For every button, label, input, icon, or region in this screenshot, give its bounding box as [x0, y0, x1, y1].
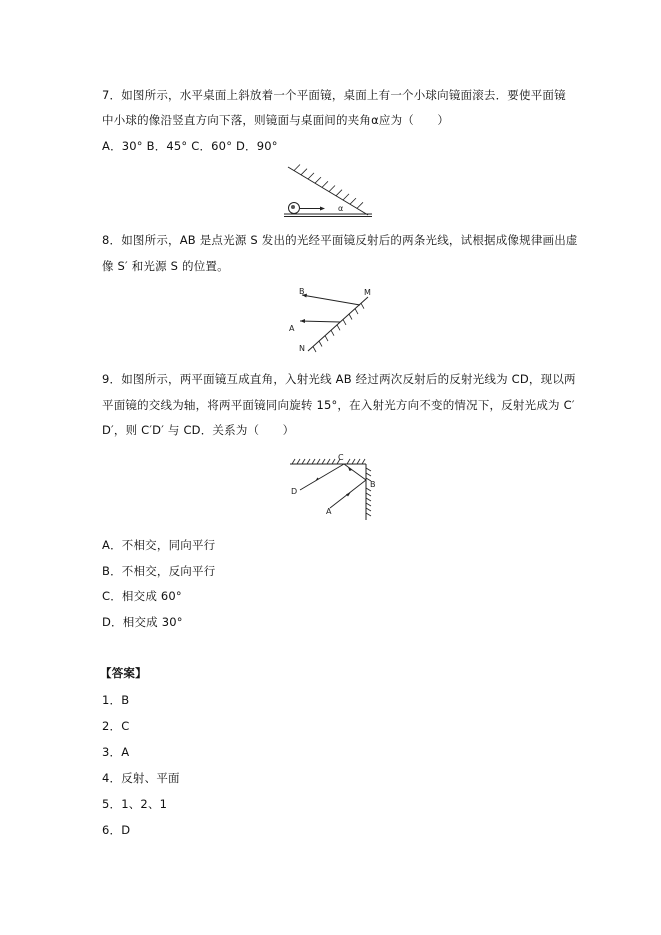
angle-alpha-label: α [338, 204, 344, 213]
question-9-line-2: 平面镜的交线为轴，将两平面镜同向旋转 15°，在入射光方向不变的情况下，反射光成为 C′ [102, 398, 575, 412]
answers-heading: 【答案】 [100, 666, 147, 680]
answer-item-3: 3．A [102, 745, 130, 759]
answer-item-5: 5．1、2、1 [102, 797, 168, 811]
ray-bc [344, 464, 366, 480]
answer-item-1: 1．B [102, 693, 130, 707]
mirror-hatching [313, 303, 364, 352]
reflected-ray-a [300, 321, 340, 322]
question-9-option-d: D．相交成 30° [102, 615, 183, 629]
mirror-hatching [294, 165, 363, 209]
label-b: B [299, 287, 305, 296]
reflected-ray-cd [300, 464, 344, 490]
label-b: B [370, 480, 376, 489]
ray-ab-arrowhead [346, 493, 351, 497]
question-9-option-c: C．相交成 60° [102, 589, 182, 603]
question-8-line-2: 像 S′ 和光源 S 的位置。 [102, 259, 229, 273]
label-a: A [289, 324, 295, 333]
question-7-diagram [282, 163, 374, 219]
question-9-line-3: D′，则 C′D′ 与 CD．关系为（ ） [102, 423, 295, 437]
question-8-line-1: 8．如图所示，AB 是点光源 S 发出的光经平面镜反射后的两条光线，试根据成像规律画出虚 [102, 233, 578, 247]
question-8-diagram [280, 283, 380, 355]
question-7-figure [282, 163, 374, 219]
question-9-option-b: B．不相交，反向平行 [102, 564, 216, 578]
question-7-line-2: 中小球的像沿竖直方向下落，则镜面与桌面间的夹角α应为（ ） [102, 113, 450, 127]
question-8-figure [280, 283, 380, 355]
ball-shading [291, 205, 295, 209]
answer-item-6: 6．D [102, 823, 131, 837]
question-7-line-1: 7．如图所示，水平桌面上斜放着一个平面镜，桌面上有一个小球向镜面滚去．要使平面镜 [102, 88, 566, 102]
reflected-ray-b [302, 295, 360, 305]
label-d: D [291, 487, 298, 496]
question-7-options: A．30° B．45° C．60° D．90° [102, 139, 278, 153]
motion-arrowhead [320, 207, 325, 211]
ray-a-arrowhead [300, 319, 305, 323]
question-9-diagram [286, 450, 381, 522]
inclined-mirror [288, 167, 368, 215]
answer-item-4: 4．反射、平面 [102, 771, 180, 785]
label-n: N [299, 344, 305, 353]
label-m: M [364, 288, 371, 297]
vertical-mirror-hatching [366, 468, 371, 516]
horizontal-mirror-hatching [292, 459, 365, 464]
label-a: A [326, 507, 332, 516]
question-9-option-a: A．不相交，同向平行 [102, 538, 216, 552]
question-9-line-1: 9．如图所示，两平面镜互成直角，入射光线 AB 经过两次反射后的反射光线为 CD，现以两 [102, 372, 576, 386]
answer-item-2: 2．C [102, 719, 130, 733]
label-c: C [338, 453, 344, 462]
question-9-figure [286, 450, 381, 522]
